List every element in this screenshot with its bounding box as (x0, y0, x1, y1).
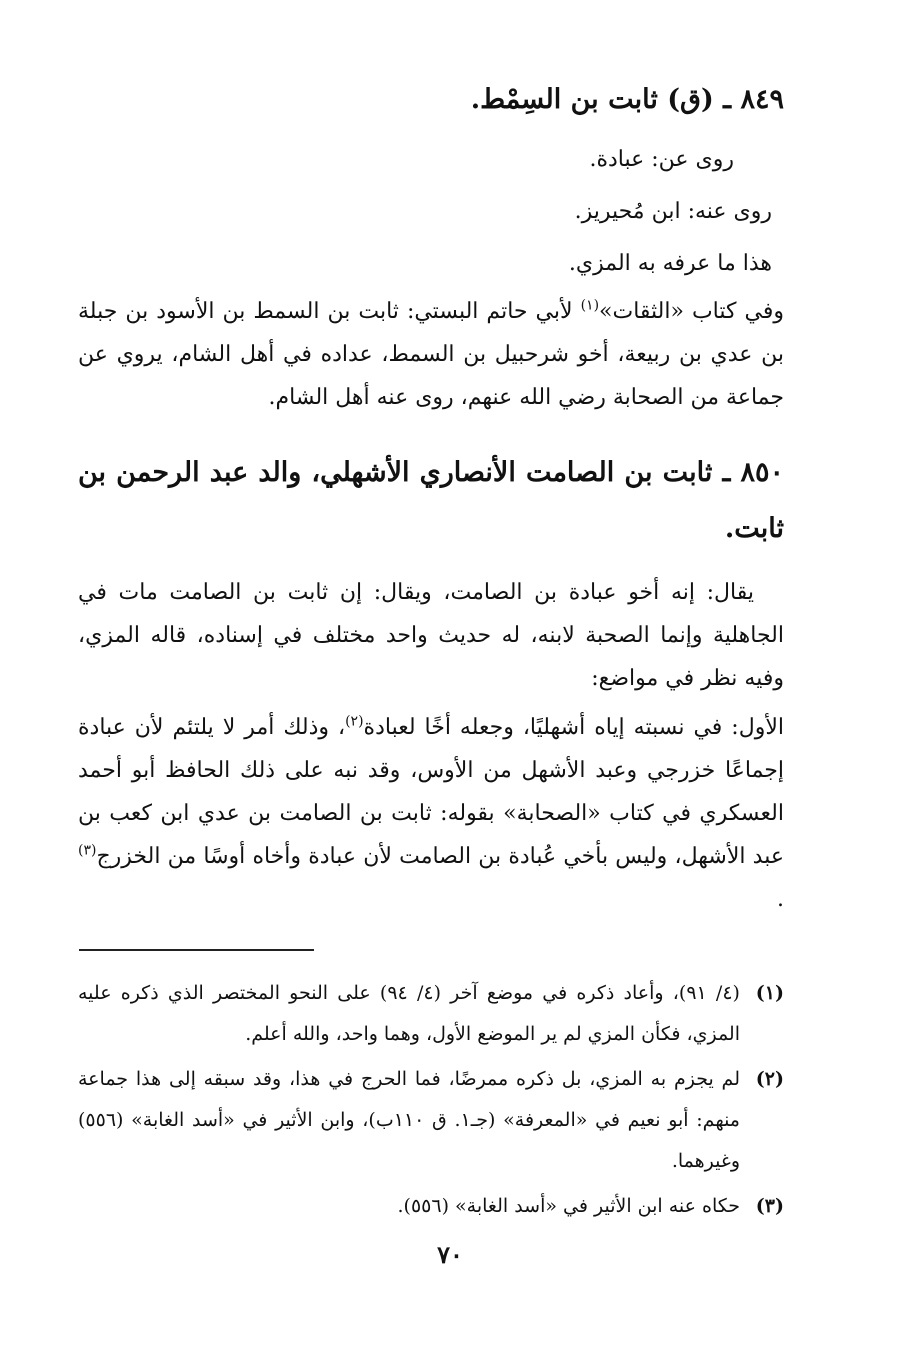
page-body (78, 60, 784, 1231)
entry-850-paragraph-2-start: الأول: في نسبته إياه أشهليًا، وجعله أخًا لعبادة (363, 715, 784, 740)
footnote-1-number: (١) (755, 982, 784, 1004)
footnote-3 (78, 1186, 784, 1227)
entry-849-narrated-from: روى عن: عبادة. (589, 147, 734, 172)
entry-850-paragraph-2 (78, 706, 784, 921)
footnote-2 (78, 1059, 784, 1182)
entry-849-paragraph-rest: لأبي حاتم البستي: ثابت بن السمط بن الأسود بن جبلة بن عدي بن ربيعة، أخو شرحبيل بن السمط، عداده في أهل الشام، يروي عن جماعة من الصحابة رضي الله عنهم، روى عنه أهل الشام. (78, 299, 784, 410)
footnote-1-text: (٤/ ٩١)، وأعاد ذكره في موضع آخر (٤/ ٩٤) على النحو المختصر الذي ذكره عليه المزي، فكأن المزي لم ير الموضع الأول، وهما واحد، والله أعلم. (78, 982, 740, 1045)
page-number: ٧٠ (437, 1240, 463, 1269)
footnote-ref-2[interactable]: (٢) (345, 713, 364, 730)
footnote-ref-3[interactable]: (٣) (78, 842, 97, 859)
footnote-3-number: (٣) (755, 1195, 784, 1217)
entry-849-title: ٨٤٩ ـ (ق) ثابت بن السِمْط. (470, 84, 784, 115)
entry-849-paragraph-start: وفي كتاب «الثقات» (599, 299, 784, 324)
entry-849-note: هذا ما عرفه به المزي. (568, 251, 772, 276)
entry-850-paragraph-1: يقال: إنه أخو عبادة بن الصامت، ويقال: إن ثابت بن الصامت مات في الجاهلية وإنما الصحبة لابنه، له حديث واحد مختلف في إسناده، قاله المزي، وفيه نظر في مواضع: (78, 580, 784, 691)
entry-850-paragraph-2-end: . (777, 887, 784, 912)
entry-850-paragraph-2-middle: ، وذلك أمر لا يلتئم لأن عبادة إجماعًا خزرجي وعبد الأشهل من الأوس، وقد نبه على ذلك الحافظ أبو أحمد العسكري في كتاب «الصحابة» بقوله: ثابت بن الصامت بن عدي ابن كعب بن عبد الأشهل، وليس بأخي عُبادة بن الصامت لأن عبادة وأخاه أوسًا من الخزرج (78, 715, 784, 869)
footnote-2-number: (٢) (755, 1068, 784, 1090)
entry-849-narrated-by: روى عنه: ابن مُحيريز. (574, 199, 772, 224)
footnote-divider (79, 949, 314, 951)
footnote-ref-1[interactable]: (١) (580, 297, 600, 314)
footnote-3-text: حكاه عنه ابن الأثير في «أسد الغابة» (٥٥٦). (397, 1195, 740, 1217)
footnote-2-text: لم يجزم به المزي، بل ذكره ممرضًا، فما الحرج في هذا، وقد سبقه إلى هذا جماعة منهم: أبو نعيم في «المعرفة» (جـ١. ق ١١٠ب)، وابن الأثير في «أسد الغابة» (٥٥٦) وغيرهما. (78, 1068, 740, 1172)
entry-850-title: ٨٥٠ ـ ثابت بن الصامت الأنصاري الأشهلي، والد عبد الرحمن بن ثابت. (78, 457, 784, 544)
footnotes (78, 973, 784, 1227)
footnote-1 (78, 973, 784, 1055)
entry-849-paragraph (78, 290, 784, 419)
